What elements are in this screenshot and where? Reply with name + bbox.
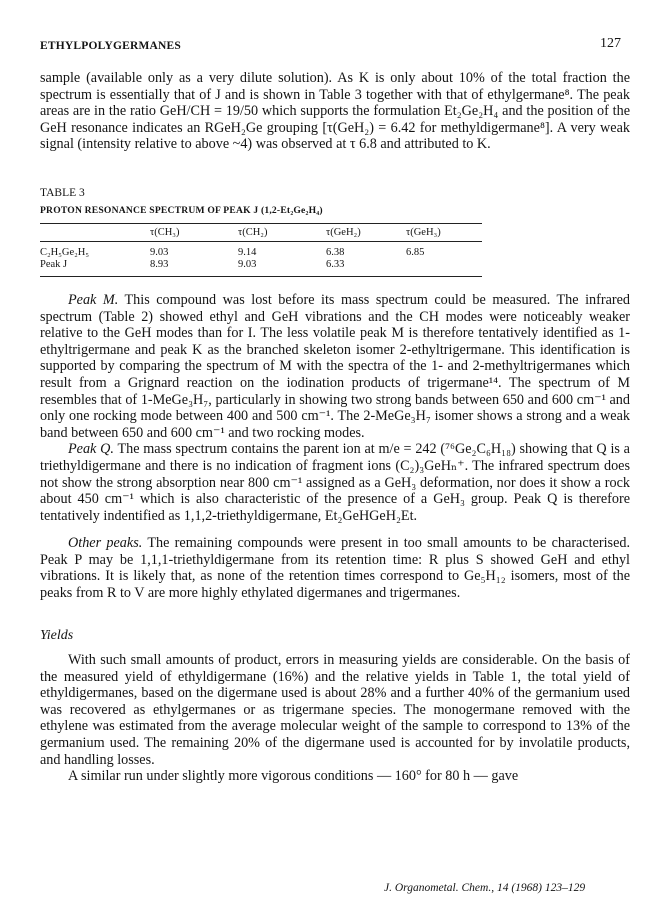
table-header-cell: τ(GeH₂)	[326, 224, 406, 242]
section-heading-yields: Yields	[40, 628, 74, 643]
table-header-cell: τ(CH₃)	[150, 224, 238, 242]
paragraph-text: With such small amounts of product, errors in measuring yields are considerable. On the basis of the measured yield of ethyldigermane (16%) and the relative yields in Table 1, the total yield of ethyldigermanes, based on the digermane used is about 28% and a further 40% of the germanium used was recovered as ethylgermanes or as trigermane species. The monogermane removed with the ethylene was estimated from the average molecular weight of the sample to correspond to 13% of the germanium used. The remaining 20% of the digermane used is accounted for by involatile products, and handling losses.	[40, 652, 630, 768]
run-in-heading-other-peaks: Other peaks.	[68, 535, 143, 551]
paragraph-text: This compound was lost before its mass spectrum could be measured. The infrared spectrum (Table 2) showed ethyl and GeH vibrations and the CH modes were noticeably weaker relative to the GeH modes than for I. The less volatile peak M is therefore tentatively identified as 1-ethyltrigermane and peak K as the branched skeleton isomer 2-ethyltrigermane. This identification is supported by comparing the spectrum of M with the spectra of the 1- and 2-methyltrigermanes which result from a Grignard reaction on the iodination products of trigermane¹⁴. The spectrum of M resembles that of 1-MeGe₃H₇, particularly in showing two strong bands between 650 and 600 cm⁻¹ and only one rocking mode between 400 and 500 cm⁻¹. The 2-MeGe₃H₇ isomer shows a strong and a weak band between 650 and 600 cm⁻¹ and two rocking modes.	[40, 292, 630, 441]
table-cell: 9.03	[238, 259, 326, 277]
paragraph-other-peaks	[40, 535, 630, 601]
table-header-row	[40, 224, 482, 242]
table-cell: C₂H₅Ge₂H₅	[40, 247, 90, 258]
table-title: PROTON RESONANCE SPECTRUM OF PEAK J (1,2-Et₂Ge₂H₄)	[40, 205, 323, 216]
running-head: ETHYLPOLYGERMANES	[40, 40, 182, 52]
table-label: TABLE 3	[40, 187, 85, 199]
table-cell: 8.93	[150, 259, 238, 277]
journal-citation-footer: J. Organometal. Chem., 14 (1968) 123–129	[384, 882, 586, 894]
table-cell: 9.03	[150, 247, 169, 258]
table-cell	[406, 259, 482, 277]
paragraph-text: A similar run under slightly more vigorous conditions — 160° for 80 h — gave	[68, 768, 519, 785]
table-cell: 6.33	[326, 259, 406, 277]
paragraph-text: The mass spectrum contains the parent ion at m/e = 242 (⁷⁶Ge₂C₆H₁₈) showing that Q is a triethyldigermane and there is no indication of fragment ions (C₂)₃GeHₙ⁺. The infrared spectrum does not show the strong absorption near 800 cm⁻¹ assigned as a GeH₃ deformation, nor does it show a rock about 450 cm⁻¹ which is also characteristic of the presence of a GeH₃ group. Peak Q is therefore tentatively indentified as 1,1,2-triethyldigermane, Et₂GeHGeH₂Et.	[40, 441, 630, 524]
table-header-cell: τ(GeH₃)	[406, 224, 482, 242]
paragraph-nmr-description: sample (available only as a very dilute solution). As K is only about 10% of the total fraction the spectrum is essentially that of J and is shown in Table 3 together with that of ethylgermane⁸. The peak areas are in the ratio GeH/CH = 19/50 which supports the formulation Et₂Ge₂H₄ and the position of the GeH resonance indicates an RGeH₂Ge grouping [τ(GeH₂) = 6.42 for methyldigermane⁸]. A very weak signal (intensity relative to above ~4) was observed at τ 6.8 and attributed to K.	[40, 70, 630, 153]
paragraph-yields	[40, 652, 630, 785]
table-cell: 6.85	[406, 247, 425, 258]
table-header-cell	[40, 224, 150, 242]
paragraph-peak-m-q	[40, 292, 630, 524]
proton-resonance-table	[40, 223, 482, 277]
table-row	[40, 259, 482, 277]
table-header-cell: τ(CH₂)	[238, 224, 326, 242]
run-in-heading-peak-m: Peak M.	[68, 292, 119, 308]
page-number: 127	[600, 36, 621, 51]
table-row	[40, 242, 482, 260]
table-cell: 6.38	[326, 247, 345, 258]
paragraph-text: The remaining compounds were present in too small amounts to be characterised. Peak P may be 1,1,1-triethyldigermane from its retention time: R plus S showed GeH and ethyl vibrations. It is likely that, as none of the retention times correspond to Ge₅H₁₂ isomers, most of the peaks from R to V are more highly ethylated digermanes and trigermanes.	[40, 535, 631, 601]
table-cell: 9.14	[238, 247, 257, 258]
table-cell: Peak J	[40, 259, 150, 277]
run-in-heading-peak-q: Peak Q.	[68, 441, 114, 458]
